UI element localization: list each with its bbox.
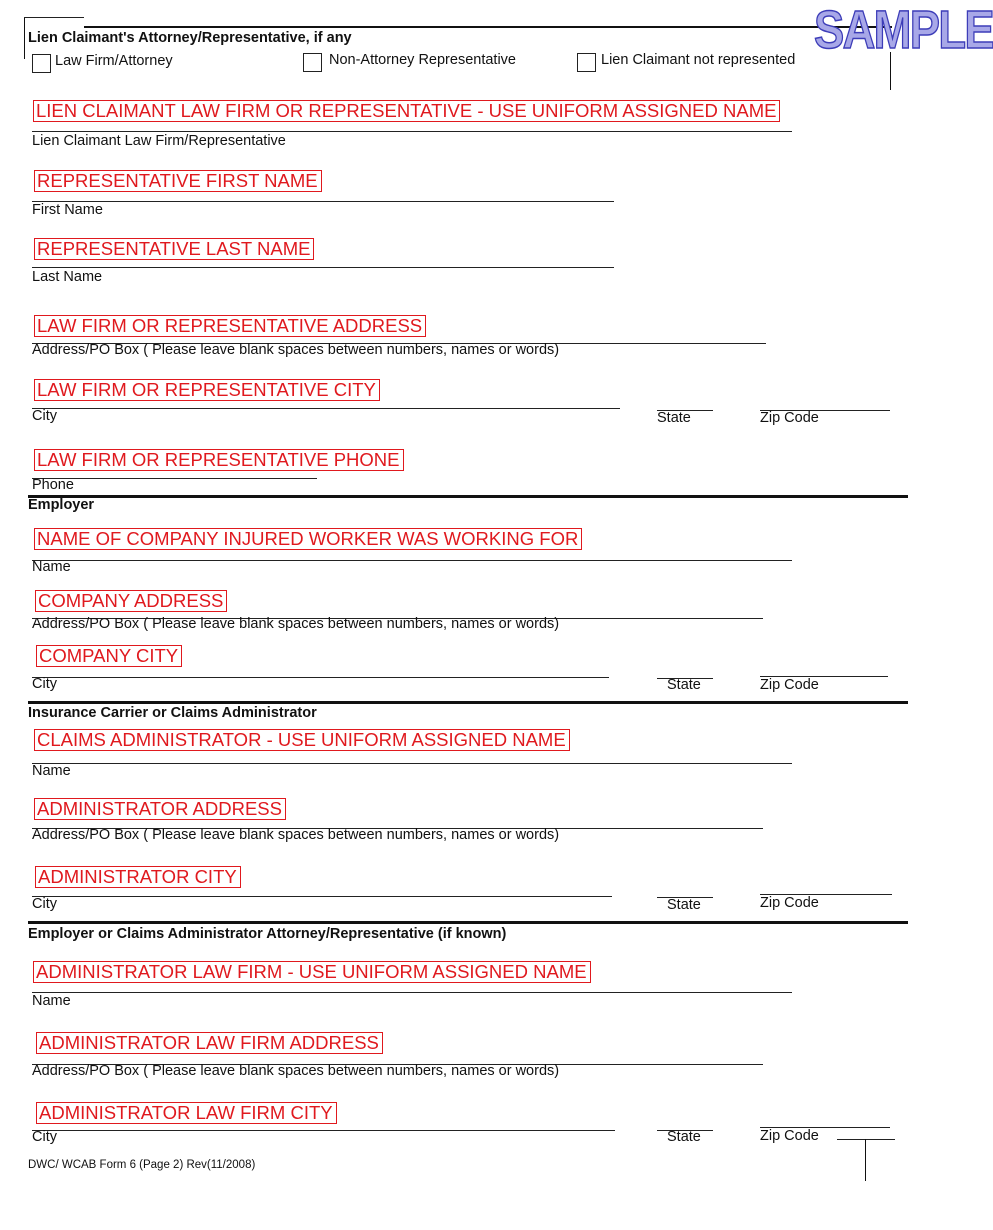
- admin-firm-name-label: Name: [32, 993, 71, 1009]
- law-firm-attorney-label: Law Firm/Attorney: [55, 53, 173, 69]
- carrier-name-underline: [32, 763, 792, 764]
- employer-city-input[interactable]: COMPANY CITY: [36, 645, 182, 667]
- employer-section-title: Employer: [28, 497, 95, 513]
- rep-city-underline: [32, 408, 620, 409]
- admin-firm-state-label: State: [667, 1129, 701, 1145]
- non-attorney-rep-checkbox[interactable]: [303, 53, 322, 72]
- lien-firm-underline: [32, 131, 792, 132]
- admin-attorney-divider: [28, 921, 908, 924]
- rep-last-name-input[interactable]: REPRESENTATIVE LAST NAME: [34, 238, 314, 260]
- rep-city-label: City: [32, 408, 57, 424]
- carrier-name-input[interactable]: CLAIMS ADMINISTRATOR - USE UNIFORM ASSIGNED NAME: [34, 729, 570, 751]
- rep-first-name-label: First Name: [32, 202, 103, 218]
- rep-address-label: Address/PO Box ( Please leave blank spaces between numbers, names or words): [32, 342, 560, 358]
- rep-phone-label: Phone: [32, 477, 74, 493]
- rep-first-name-underline: [32, 201, 614, 202]
- admin-firm-name-underline: [32, 992, 792, 993]
- carrier-address-label: Address/PO Box ( Please leave blank spaces between numbers, names or words): [32, 827, 560, 843]
- employer-state-label: State: [667, 677, 701, 693]
- top-left-frame-vertical: [24, 17, 25, 59]
- employer-name-input[interactable]: NAME OF COMPANY INJURED WORKER WAS WORKING FOR: [34, 528, 582, 550]
- rep-last-name-label: Last Name: [32, 269, 103, 285]
- bottom-right-frame-vertical: [865, 1139, 866, 1181]
- carrier-divider: [28, 701, 908, 704]
- carrier-city-input[interactable]: ADMINISTRATOR CITY: [35, 866, 241, 888]
- lien-firm-input[interactable]: LIEN CLAIMANT LAW FIRM OR REPRESENTATIVE - USE UNIFORM ASSIGNED NAME: [33, 100, 780, 122]
- form-footer: DWC/ WCAB Form 6 (Page 2) Rev(11/2008): [28, 1159, 256, 1171]
- rep-zip-label: Zip Code: [760, 410, 819, 426]
- employer-zip-label: Zip Code: [760, 677, 819, 693]
- top-left-frame-horizontal: [24, 17, 84, 18]
- rep-last-name-underline: [32, 267, 614, 268]
- sample-watermark: SAMPLE: [814, 0, 993, 60]
- carrier-city-underline: [32, 896, 612, 897]
- carrier-city-label: City: [32, 896, 57, 912]
- rep-first-name-input[interactable]: REPRESENTATIVE FIRST NAME: [34, 170, 322, 192]
- employer-city-underline: [32, 677, 609, 678]
- carrier-section-title: Insurance Carrier or Claims Administrator: [28, 705, 317, 721]
- law-firm-attorney-checkbox[interactable]: [32, 54, 51, 73]
- lien-firm-label: Lien Claimant Law Firm/Representative: [32, 133, 286, 149]
- admin-firm-name-input[interactable]: ADMINISTRATOR LAW FIRM - USE UNIFORM ASSIGNED NAME: [33, 961, 591, 983]
- lien-rep-section-title: Lien Claimant's Attorney/Representative, if any: [28, 30, 352, 46]
- employer-address-label: Address/PO Box ( Please leave blank spaces between numbers, names or words): [32, 616, 560, 632]
- not-represented-checkbox[interactable]: [577, 53, 596, 72]
- non-attorney-rep-label: Non-Attorney Representative: [329, 52, 516, 68]
- admin-firm-city-label: City: [32, 1129, 57, 1145]
- employer-divider: [28, 495, 908, 498]
- admin-firm-address-input[interactable]: ADMINISTRATOR LAW FIRM ADDRESS: [36, 1032, 383, 1054]
- rep-city-input[interactable]: LAW FIRM OR REPRESENTATIVE CITY: [34, 379, 380, 401]
- employer-name-underline: [32, 560, 792, 561]
- carrier-address-input[interactable]: ADMINISTRATOR ADDRESS: [34, 798, 286, 820]
- admin-firm-city-underline: [32, 1130, 615, 1131]
- rep-phone-input[interactable]: LAW FIRM OR REPRESENTATIVE PHONE: [34, 449, 404, 471]
- admin-attorney-section-title: Employer or Claims Administrator Attorney/Representative (if known): [28, 926, 507, 942]
- carrier-name-label: Name: [32, 763, 71, 779]
- rep-phone-underline: [32, 478, 317, 479]
- carrier-state-label: State: [667, 897, 701, 913]
- admin-firm-city-input[interactable]: ADMINISTRATOR LAW FIRM CITY: [36, 1102, 337, 1124]
- rep-state-label: State: [657, 410, 691, 426]
- employer-city-label: City: [32, 676, 57, 692]
- bottom-right-frame-horizontal: [837, 1139, 895, 1140]
- not-represented-label: Lien Claimant not represented: [601, 52, 796, 68]
- top-frame-line: [84, 26, 892, 28]
- admin-firm-address-label: Address/PO Box ( Please leave blank spaces between numbers, names or words): [32, 1063, 560, 1079]
- admin-firm-zip-label: Zip Code: [760, 1128, 819, 1144]
- employer-name-label: Name: [32, 559, 71, 575]
- employer-address-input[interactable]: COMPANY ADDRESS: [35, 590, 227, 612]
- rep-address-input[interactable]: LAW FIRM OR REPRESENTATIVE ADDRESS: [34, 315, 426, 337]
- carrier-zip-label: Zip Code: [760, 895, 819, 911]
